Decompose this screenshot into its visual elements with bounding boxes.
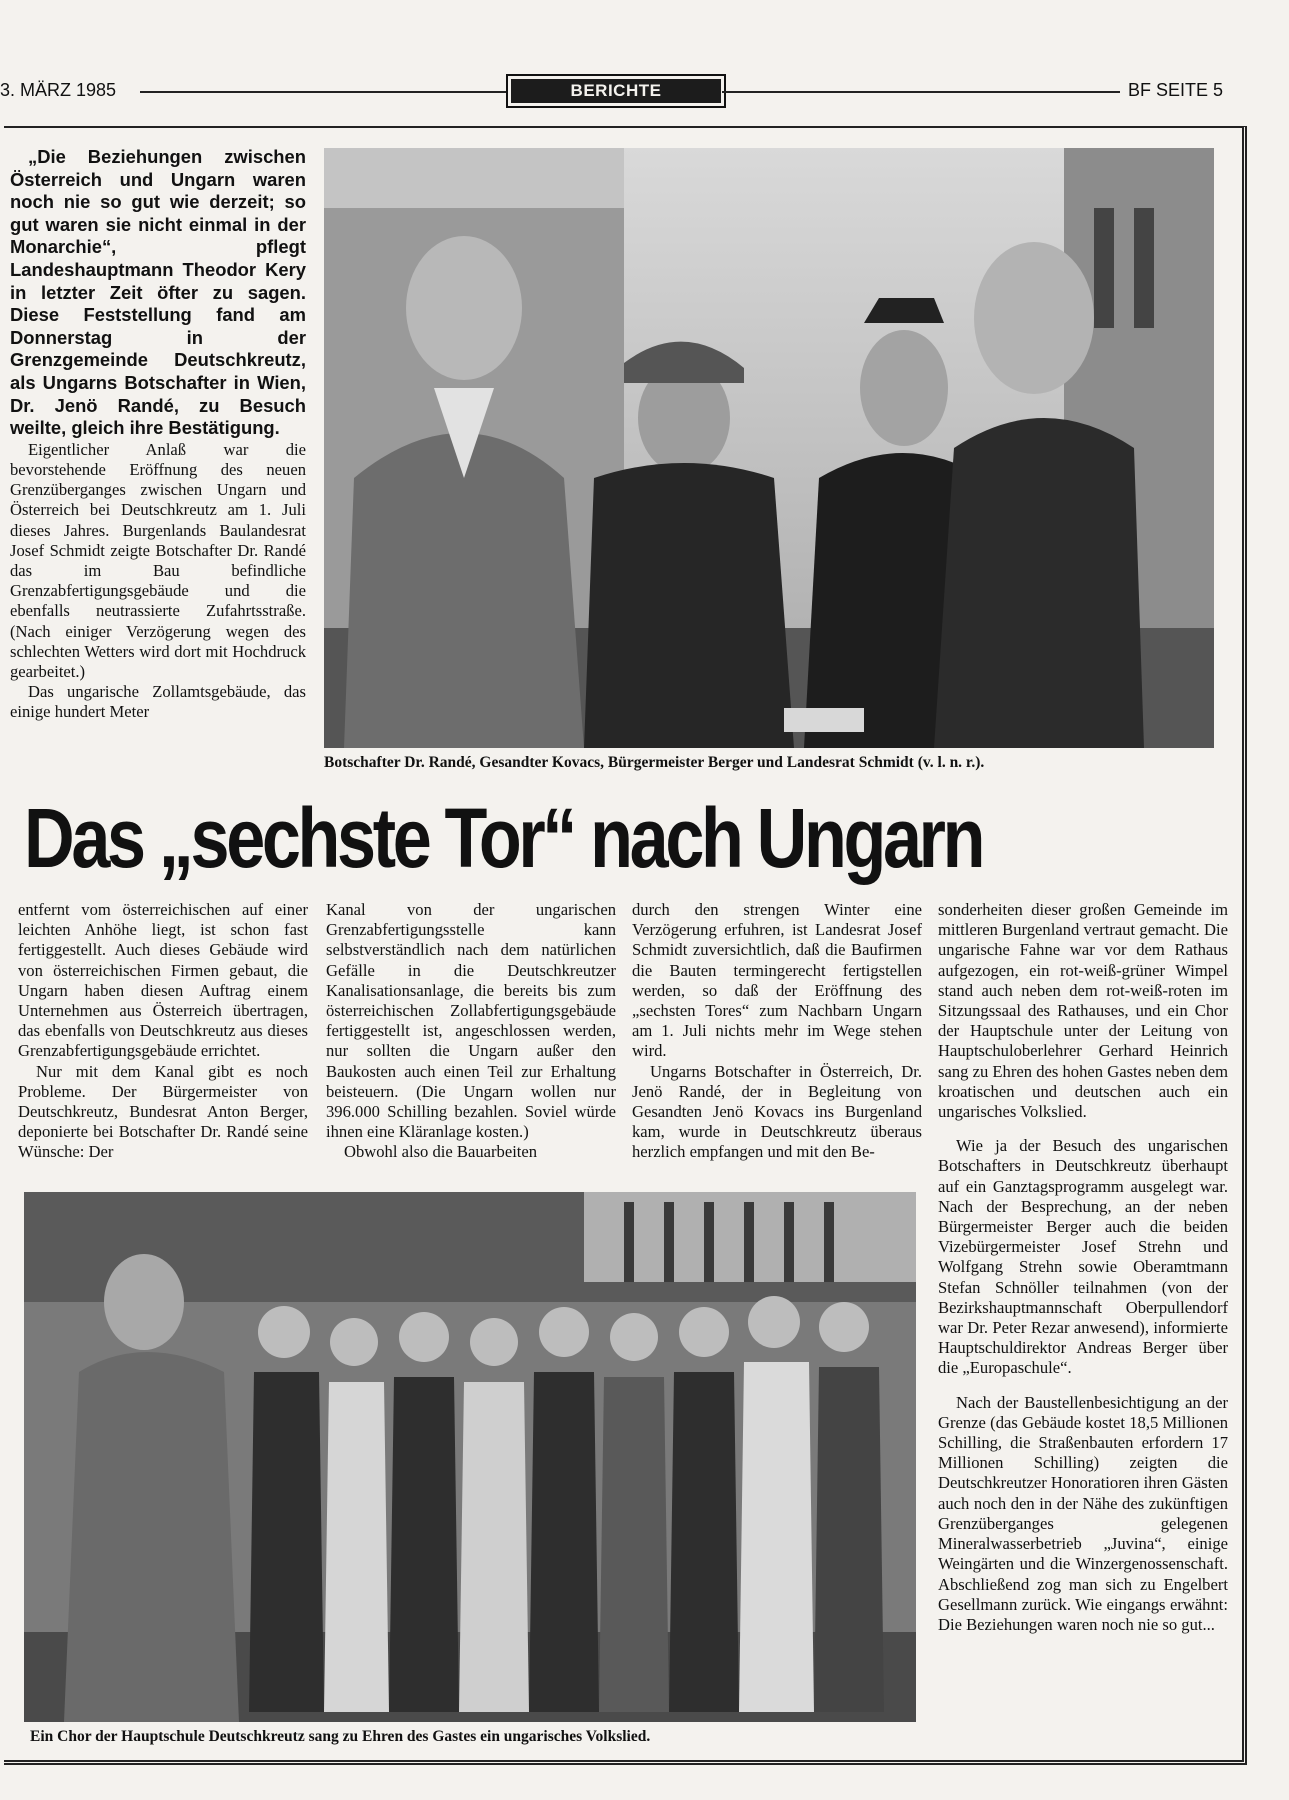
photo-caption-top: Botschafter Dr. Randé, Gesandter Kovacs, Bürgermeister Berger und Landesrat Schmidt (v. l. n. r.). — [324, 754, 985, 771]
body-paragraph: Wie ja der Besuch des ungarischen Botschafters in Deutschkreutz überhaupt auf ein Ganztagsprogramm ausgelegt war. Nach der Besprechung, an der neben Bürgermeister Berger auch die beiden Vizebürgermeister Josef Strehn und Wolfgang Strehn sowie Oberamtmann Stefan Schnöller teilnahmen (von der Bezirkshauptmannschaft Oberpullendorf war Dr. Peter Rezar anwesend), informierte Hauptschuldirektor Andreas Berger über die „Europaschule“. — [938, 1136, 1228, 1378]
body-paragraph: Nach der Baustellenbesichtigung an der Grenze (das Gebäude kostet 18,5 Millionen Schilling, die Straßenbauten erfordern 17 Millionen Schilling) zeigten die Deutschkreutzer Honoratioren ihren Gästen auch noch den in der Nähe des zukünftigen Grenzüberganges gelegenen Mineralwasserbetrieb „Juvina“, einige Weingärten und die Winzergenossenschaft. Abschließend zog man sich zu Engelbert Gesellmann zurück. Wie eingangs erwähnt: Die Beziehungen waren noch nie so gut... — [938, 1392, 1228, 1634]
article-column-2 — [326, 900, 616, 1163]
body-paragraph: Ungarns Botschafter in Österreich, Dr. Jenö Randé, der in Begleitung von Gesandten Jenö Kovacs ins Burgenland kam, wurde in Deutschkreutz überaus herzlich empfangen und mit den Be- — [632, 1061, 922, 1162]
header-page: BF SEITE 5 — [1128, 80, 1224, 100]
header-rule-left — [140, 91, 508, 93]
article-column-3 — [632, 900, 922, 1163]
lead-column — [10, 146, 306, 723]
header-date: 3. MÄRZ 1985 — [0, 80, 117, 100]
lead-paragraph: „Die Beziehungen zwischen Österreich und Ungarn waren noch nie so gut wie derzeit; so gut waren sie nicht einmal in der Monarchie“, pflegt Landeshauptmann Theodor Kery in letzter Zeit öfter zu sagen. Diese Feststellung fand am Donnerstag in der Grenzgemeinde Deutschkreutz, als Ungarns Botschafter in Wien, Dr. Jenö Randé, zu Besuch weilte, gleich ihre Bestätigung. — [10, 146, 306, 439]
body-paragraph: entfernt vom österreichischen auf einer leichten Anhöhe liegt, ist schon fast fertiggestellt. Auch dieses Gebäude wird von österreichischen Firmen gebaut, die Ungarn haben diesen Auftrag einem Unternehmen aus Österreich übertragen, das ebenfalls von Deutschkreutz aus dieses Grenzabfertigungsgebäude errichtet. — [18, 900, 308, 1061]
photo-officials — [324, 148, 1214, 748]
body-paragraph: Nur mit dem Kanal gibt es noch Probleme. Der Bürgermeister von Deutschkreutz, Bundesrat Anton Berger, deponierte bei Botschafter Dr. Randé seine Wünsche: Der — [18, 1061, 308, 1162]
body-paragraph: Kanal von der ungarischen Grenzabfertigungsstelle kann selbstverständlich nach dem natürlichen Gefälle in die Deutschkreutzer Kanalisationsanlage, die bereits bis zum österreichischen Zollabfertigungsgebäude fertiggestellt ist, angeschlossen werden, nur sollten die Ungarn außer den Baukosten auch einen Teil zur Erhaltung beisteuern. (Die Ungarn wollen nur 396.000 Schilling bezahlen. Soviel würde ihnen eine Kläranlage kosten.) — [326, 900, 616, 1142]
headline: Das „sechste Tor“ nach Ungarn — [24, 791, 983, 885]
article-column-1 — [18, 900, 308, 1163]
section-label-text: BERICHTE — [511, 79, 721, 103]
body-paragraph: Das ungarische Zollamtsgebäude, das einige hundert Meter — [10, 682, 306, 722]
body-paragraph: durch den strengen Winter eine Verzögerung erfuhren, ist Landesrat Josef Schmidt zuversichtlich, daß die Baufirmen die Bauten termingerecht fertigstellen werden, so daß der Eröffnung des „sechsten Tores“ zum Nachbarn Ungarn am 1. Juli nichts mehr im Wege stehen wird. — [632, 900, 922, 1061]
photo-choir — [24, 1192, 916, 1722]
header-rule-right — [722, 91, 1120, 93]
body-paragraph: Obwohl also die Bauarbeiten — [344, 1142, 538, 1162]
article-column-4 — [938, 900, 1228, 1635]
body-paragraph: sonderheiten dieser großen Gemeinde im mittleren Burgenland vertraut gemacht. Die ungarische Fahne war vor dem Rathaus aufgezogen, ein rot-weiß-grüner Wimpel stand auch neben dem rot-weiß-roten im Sitzungssaal des Rathauses, und ein Chor der Hauptschule unter der Leitung von Hauptschuloberlehrer Gerhard Heinrich sang zu Ehren des hohen Gastes neben dem kroatischen und deutschen auch ein ungarisches Volkslied. — [938, 900, 1228, 1122]
section-label — [506, 74, 726, 108]
photo-caption-bottom: Ein Chor der Hauptschule Deutschkreutz sang zu Ehren des Gastes ein ungarisches Volkslied. — [30, 1728, 651, 1745]
body-paragraph: Eigentlicher Anlaß war die bevorstehende Eröffnung des neuen Grenzüberganges zwischen Ungarn und Österreich bei Deutschkreutz am 1. Juli dieses Jahres. Burgenlands Baulandesrat Josef Schmidt zeigte Botschafter Dr. Randé das im Bau befindliche Grenzabfertigungsgebäude und die ebenfalls neutrassierte Zufahrtsstraße. (Nach einiger Verzögerung wegen des schlechten Wetters wird dort mit Hochdruck gearbeitet.) — [10, 439, 306, 681]
